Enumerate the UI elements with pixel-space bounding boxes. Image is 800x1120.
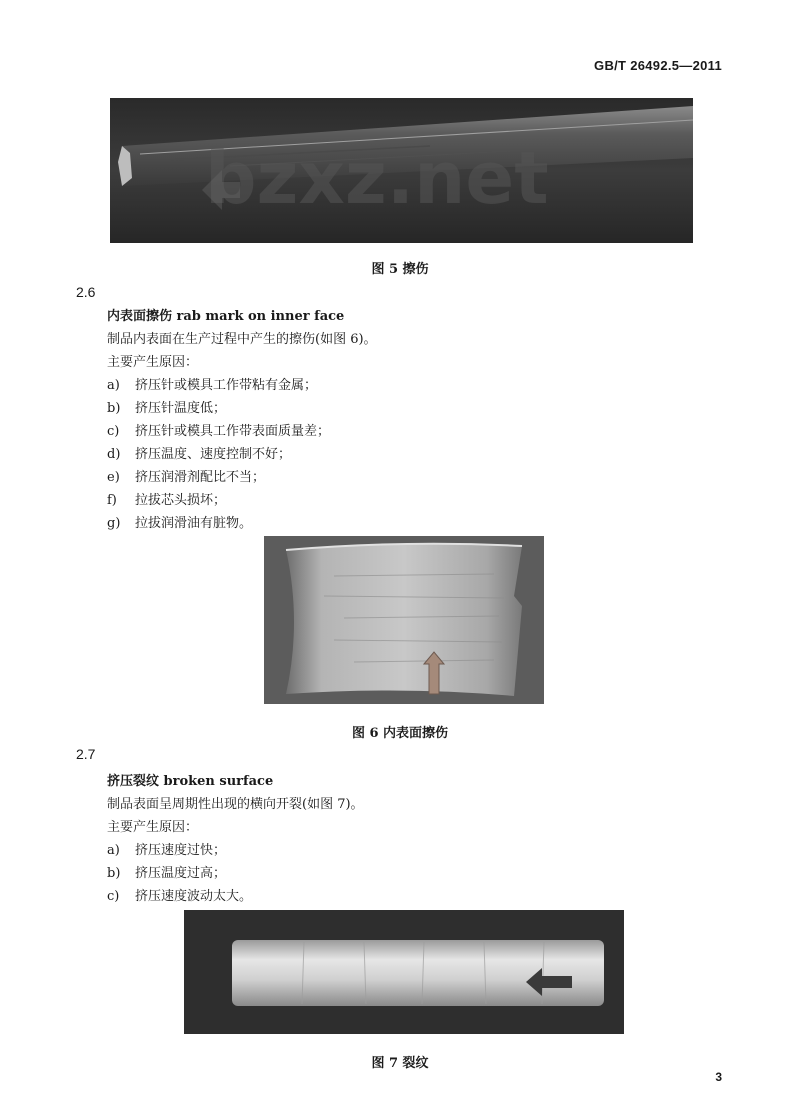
section-2-6-causes-heading: 主要产生原因： xyxy=(107,355,199,370)
list-item: f) 拉拔芯头损坏； xyxy=(107,493,227,508)
section-2-6-definition: 制品内表面在生产过程中产生的擦伤(如图 6)。 xyxy=(107,332,377,347)
figure-6-image xyxy=(264,536,544,704)
watermark-text: bzxz.net xyxy=(205,136,549,220)
section-2-6-number: 2.6 xyxy=(76,284,96,300)
figure-5-image xyxy=(110,98,693,243)
list-item: a) 挤压针或模具工作带粘有金属； xyxy=(107,378,318,393)
section-2-7-definition: 制品表面呈周期性出现的横向开裂(如图 7)。 xyxy=(107,797,364,812)
list-item: a) 挤压速度过快； xyxy=(107,843,227,858)
figure-7-caption: 图 7 裂纹 xyxy=(371,1056,429,1071)
section-2-7-causes-heading: 主要产生原因： xyxy=(107,820,199,835)
list-item: c) 挤压速度波动太大。 xyxy=(107,889,253,904)
figure-5-photo xyxy=(110,98,693,243)
figure-6-photo xyxy=(264,536,544,704)
figure-7-image xyxy=(184,910,624,1034)
list-item: b) 挤压针温度低； xyxy=(107,401,227,416)
list-item: e) 挤压润滑剂配比不当； xyxy=(107,470,266,485)
figure-7-photo xyxy=(184,910,624,1034)
list-item: c) 挤压针或模具工作带表面质量差； xyxy=(107,424,331,439)
section-2-7-term: 挤压裂纹 broken surface xyxy=(107,774,274,789)
list-item: g) 拉拔润滑油有脏物。 xyxy=(107,516,253,531)
standard-code: GB/T 26492.5—2011 xyxy=(594,58,722,73)
list-item: d) 挤压温度、速度控制不好； xyxy=(107,447,292,462)
section-2-7-number: 2.7 xyxy=(76,746,96,762)
page-number: 3 xyxy=(715,1070,722,1084)
list-item: b) 挤压温度过高； xyxy=(107,866,227,881)
figure-5-caption: 图 5 擦伤 xyxy=(371,262,429,277)
figure-6-caption: 图 6 内表面擦伤 xyxy=(351,726,449,741)
section-2-6-term: 内表面擦伤 rab mark on inner face xyxy=(107,309,345,324)
